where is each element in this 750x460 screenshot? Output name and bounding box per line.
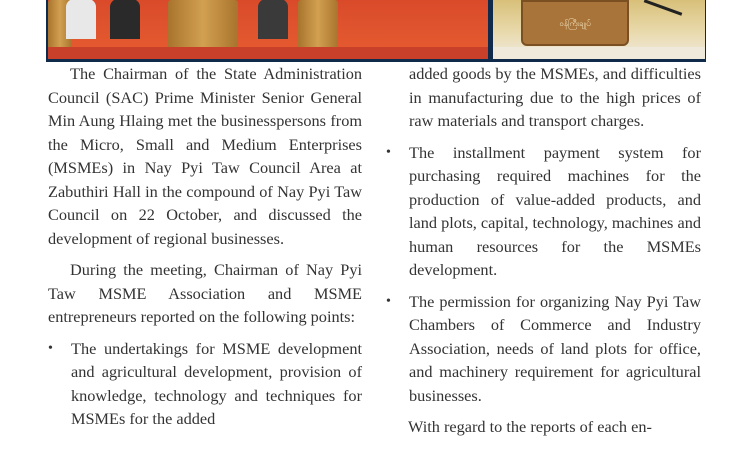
meeting-photo-left bbox=[48, 0, 488, 59]
right-column bbox=[386, 62, 701, 447]
left-column bbox=[48, 62, 362, 439]
list-item bbox=[386, 290, 701, 408]
red-carpet bbox=[48, 47, 488, 59]
microphone-icon bbox=[644, 0, 683, 16]
bullet-icon: • bbox=[386, 293, 391, 309]
bullet-icon: • bbox=[48, 340, 53, 356]
bullet-icon: • bbox=[386, 144, 391, 160]
attendee bbox=[110, 0, 140, 39]
closing-paragraph: With regard to the reports of each en- bbox=[408, 417, 652, 436]
nameplate-sign bbox=[521, 0, 629, 46]
continuation-text: added goods by the MSMEs, and difficulties in manufacturing due to the high prices of raw materials and transport charges. bbox=[409, 64, 701, 130]
table-cloth bbox=[493, 47, 705, 59]
list-item-text: The installment payment system for purchasing required machines for the production of value-added products, and land plots, capital, technology, machines and human resources for the MSMEs development. bbox=[409, 142, 701, 279]
photo-strip bbox=[46, 0, 706, 62]
list-item bbox=[48, 337, 362, 431]
intro-paragraph: The Chairman of the State Administration Council (SAC) Prime Minister Senior General Min Aung Hlaing met the businesspersons from the Micro, Small and Medium Enterprises (MSMEs) in Nay Pyi Taw Council Area at Zabuthiri Hall in the compound of Nay Pyi Taw Council on 22 October, and discussed the development of regional businesses. bbox=[48, 64, 362, 248]
list-item-text: The permission for organizing Nay Pyi Taw Chambers of Commerce and Industry Association, needs of land plots for office, and machinery requirement for agricultural businesses. bbox=[409, 291, 701, 405]
points-list-continued bbox=[386, 141, 701, 408]
nameplate-text: ဝန်ကြီးချုပ် bbox=[559, 19, 591, 28]
list-item bbox=[386, 141, 701, 282]
meeting-photo-right bbox=[493, 0, 705, 59]
attendee bbox=[258, 0, 288, 39]
points-list bbox=[48, 337, 362, 431]
list-item-text: The undertakings for MSME development and agricultural development, provision of knowledge, technology and techniques for MSMEs for the added bbox=[71, 338, 362, 428]
meeting-paragraph: During the meeting, Chairman of Nay Pyi Taw MSME Association and MSME entrepreneurs reported on the following points: bbox=[48, 260, 362, 326]
attendee bbox=[66, 0, 96, 39]
